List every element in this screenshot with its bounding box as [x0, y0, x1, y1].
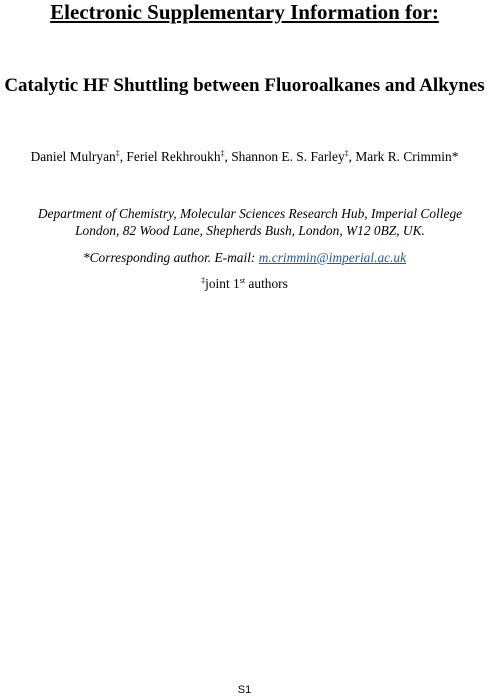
paper-title: Catalytic HF Shuttling between Fluoroalkanes and Alkynes [4, 75, 485, 96]
joint-superscript: st [239, 276, 246, 285]
affiliation-line-1: Department of Chemistry, Molecular Sciences Research Hub, Imperial College [37, 206, 463, 221]
joint-text: joint 1 [205, 276, 240, 291]
email-link[interactable]: m.crimmin@imperial.ac.uk [258, 250, 407, 265]
author-mark: ‡ [220, 149, 225, 158]
corresponding-label: *Corresponding author. E-mail: [82, 250, 259, 265]
joint-text-end: authors [245, 276, 288, 291]
joint-mark: ‡ [201, 276, 206, 285]
author-separator: , [119, 149, 127, 164]
author-separator: , [224, 149, 232, 164]
esi-header-title: Electronic Supplementary Information for: [50, 0, 439, 24]
page-number: S1 [237, 684, 252, 696]
author-name: Feriel Rekhroukh [126, 149, 221, 164]
author-name: Shannon E. S. Farley [231, 149, 345, 164]
author-mark: ‡ [344, 149, 349, 158]
author-mark: * [451, 149, 459, 164]
author-list [0, 148, 489, 166]
author-separator: , [348, 149, 356, 164]
author-name: Mark R. Crimmin [355, 149, 452, 164]
affiliation-line-2: London, 82 Wood Lane, Shepherds Bush, London, W12 0BZ, UK. [75, 223, 425, 238]
joint-authors-note [0, 275, 489, 292]
affiliation [30, 205, 470, 239]
author-name: Daniel Mulryan [30, 149, 116, 164]
author-mark: ‡ [115, 149, 120, 158]
corresponding-author [0, 249, 489, 266]
